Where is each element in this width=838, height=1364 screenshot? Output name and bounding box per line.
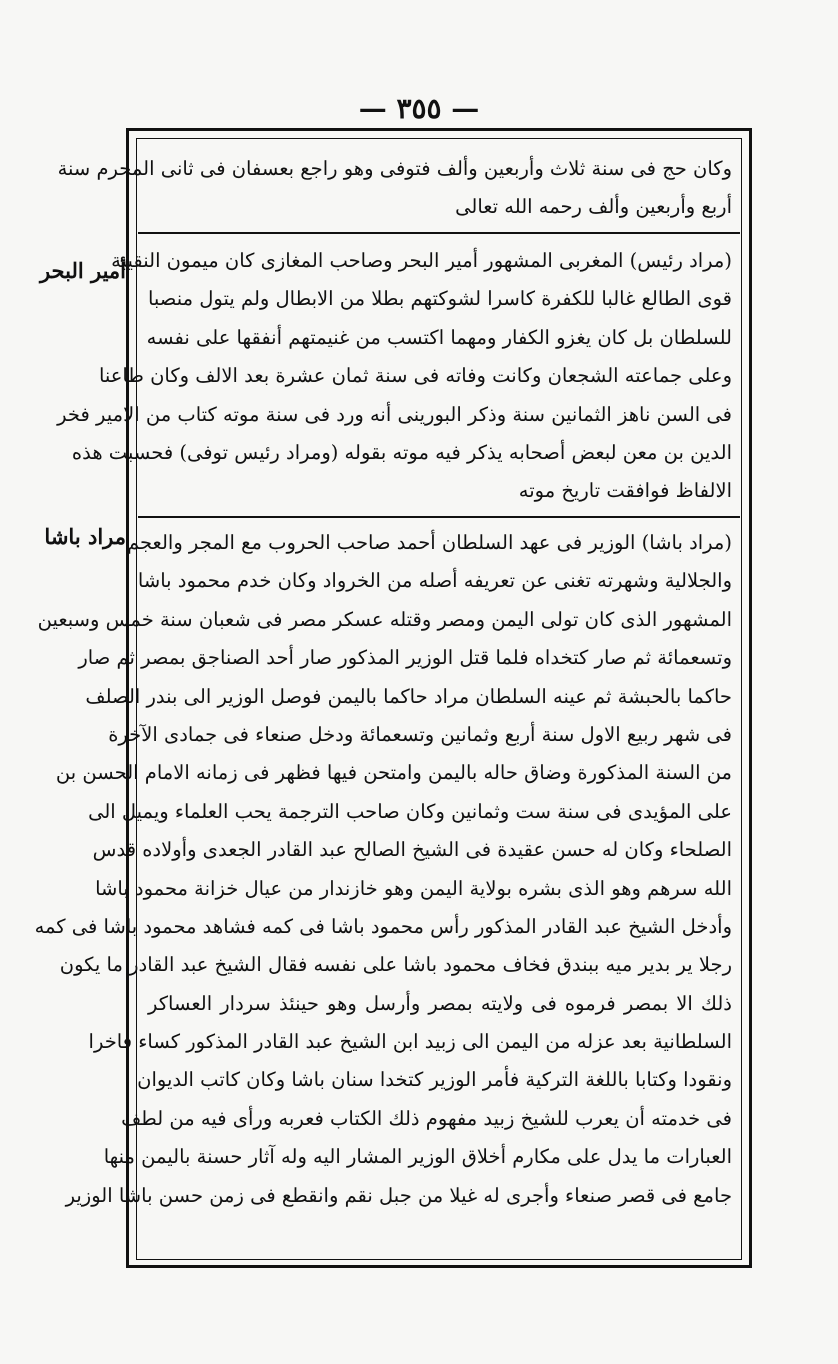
entry-continuation bbox=[57, 150, 732, 227]
text-line: أربع وأربعين وألف رحمه الله تعالى bbox=[455, 195, 732, 219]
text-line: جامع فى قصر صنعاء وأجرى له غيلا من جبل نقم وانقطع فى زمن حسن باشا الوزير bbox=[65, 1183, 732, 1207]
text-line: فى شهر ربيع الاول سنة أربع وثمانين وتسعمائة ودخل صنعاء فى جمادى الآخرة bbox=[108, 722, 732, 746]
text-line: قوى الطالع غالبا للكفرة كاسرا لشوكتهم بطلا من الابطال ولم يتول منصبا bbox=[147, 287, 732, 311]
text-line: وعلى جماعته الشجعان وكانت وفاته فى سنة ثمان عشرة بعد الالف وكان طاعنا bbox=[98, 364, 732, 388]
text-line: من السنة المذكورة وضاق حاله باليمن وامتحن فيها فظهر فى زمانه الامام الحسن بن bbox=[55, 761, 732, 785]
text-line: وتسعمائة ثم صار كتخداه فلما قتل الوزير المذكور صار أحد الصناجق بمصر ثم صار bbox=[78, 646, 732, 670]
entry-murad-rais bbox=[57, 242, 732, 511]
text-line: المشهور الذى كان تولى اليمن ومصر وقتله عسكر مصر فى شعبان سنة خمس وسبعين bbox=[37, 607, 732, 631]
page-number: — ٣٥٥ — bbox=[358, 92, 480, 125]
text-line: العبارات ما يدل على مكارم أخلاق الوزير المشار اليه وله آثار حسنة باليمن منها bbox=[103, 1145, 732, 1169]
text-line: رجلا ير بدير ميه ببندق فخاف محمود باشا على نفسه فقال الشيخ عبد القادر ما يكون bbox=[59, 953, 732, 977]
text-line: للسلطان بل كان يغزو الكفار ومهما اكتسب من غنيمتهم أنفقها على نفسه bbox=[146, 325, 732, 349]
text-line: الصلحاء وكان له حسن عقيدة فى الشيخ الصالح عبد القادر الجعدى وأولاده قدس bbox=[92, 838, 732, 862]
text-line: حاكما بالحبشة ثم عينه السلطان مراد حاكما باليمن فوصل الوزير الى بندر الصلف bbox=[85, 684, 732, 708]
text-line: فى السن ناهز الثمانين سنة وذكر البورينى أنه ورد فى سنة موته كتاب من الامير فخر bbox=[57, 402, 732, 426]
text-line: والجلالية وشهرته تغنى عن تعريفه أصله من الخرواد وكان خدم محمود باشا bbox=[137, 569, 732, 593]
section-divider bbox=[138, 232, 740, 234]
text-line: الالفاظ فوافقت تاريخ موته bbox=[518, 479, 732, 503]
text-line: (مراد رئيس) المغربى المشهور أمير البحر وصاحب المغازى كان ميمون النقيبة bbox=[111, 249, 732, 272]
entry-murad-pasha bbox=[34, 524, 732, 1215]
text-line: وأدخل الشيخ عبد القادر المذكور رأس محمود باشا فى كمه فشاهد محمود باشا فى كمه bbox=[34, 914, 732, 938]
text-line: الله سرهم وهو الذى بشره بولاية اليمن وهو خازندار من عيال خزانة محمود باشا bbox=[95, 876, 732, 900]
margin-note-amir-al-bahr: أمير البحر bbox=[39, 258, 126, 283]
text-line: ذلك الا بمصر فرموه فى ولايته بمصر وأرسل وهو حينئذ سردار العساكر bbox=[148, 991, 732, 1015]
text-line: (مراد باشا) الوزير فى عهد السلطان أحمد صاحب الحروب مع المجر والعجم bbox=[126, 531, 732, 554]
text-line: السلطانية بعد عزله من اليمن الى زبيد ابن الشيخ عبد القادر المذكور كساء فاخرا bbox=[88, 1030, 732, 1054]
text-line: الدين بن معن لبعض أصحابه يذكر فيه موته بقوله (ومراد رئيس توفى) فحسبت هذه bbox=[71, 440, 732, 464]
section-divider bbox=[138, 516, 740, 518]
text-line: على المؤيدى فى سنة ست وثمانين وكان صاحب الترجمة يحب العلماء ويميل الى bbox=[88, 799, 732, 823]
text-line: ونقودا وكتابا باللغة التركية فأمر الوزير كتخدا سنان باشا وكان كاتب الديوان bbox=[137, 1068, 732, 1092]
text-line: فى خدمته أن يعرب للشيخ زبيد مفهوم ذلك الكتاب فعربه ورأى فيه من لطف bbox=[121, 1106, 732, 1130]
text-line: وكان حج فى سنة ثلاث وأربعين وألف فتوفى وهو راجع بعسفان فى ثانى المحرم سنة bbox=[57, 157, 732, 180]
margin-note-murad-pasha: مراد باشا bbox=[44, 524, 126, 549]
